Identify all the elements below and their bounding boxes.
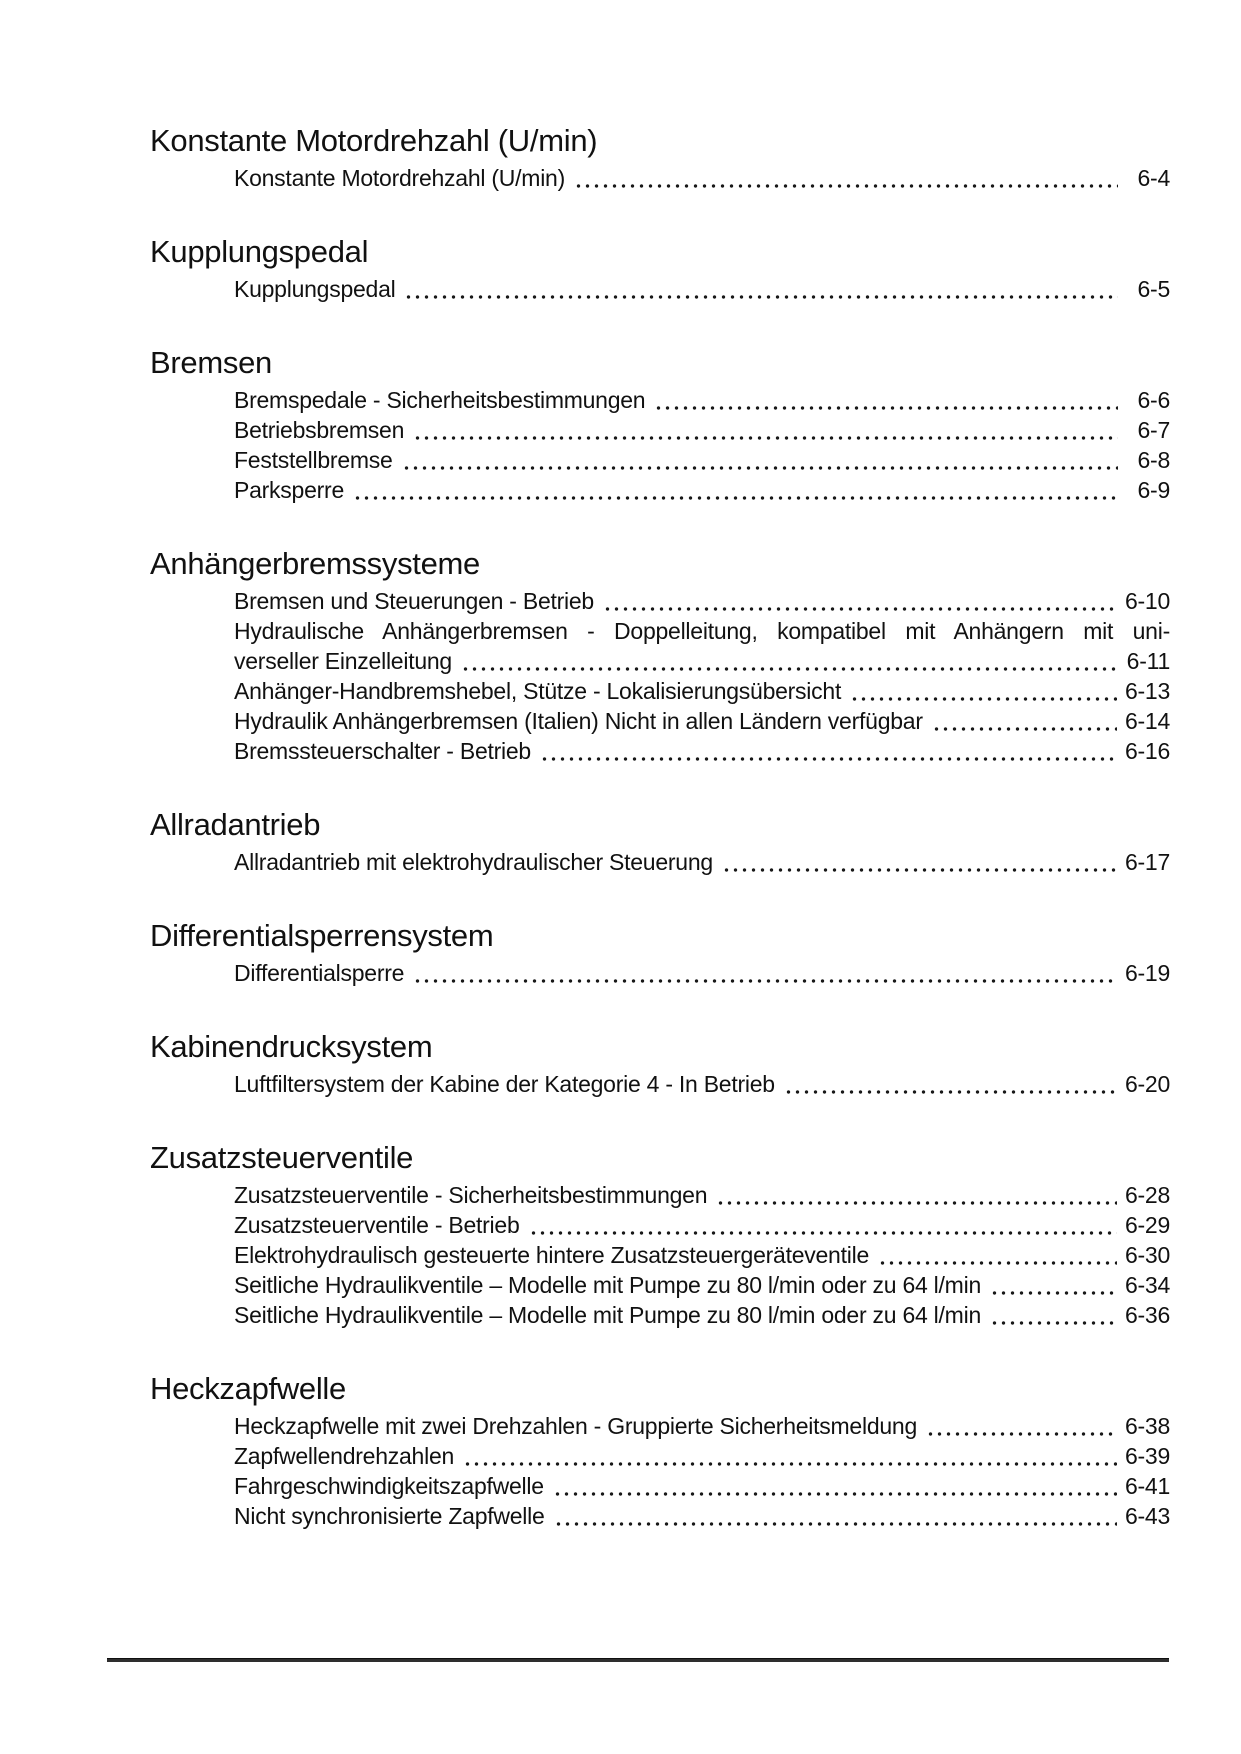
page-number: 6-9 <box>1137 477 1170 503</box>
section-entries <box>150 1411 1170 1531</box>
toc-entry <box>150 1069 1170 1099</box>
toc-entry <box>150 586 1170 616</box>
section-entries <box>150 847 1170 877</box>
toc-entry-label: Elektrohydraulisch gesteuerte hintere Zusatzsteuergeräteventile <box>234 1242 869 1268</box>
toc-entry-label: Allradantrieb mit elektrohydraulischer Steuerung <box>234 849 713 875</box>
dotted-leader <box>784 1090 1117 1094</box>
section-title: Differentialsperrensystem <box>150 918 494 953</box>
page-number: 6-38 <box>1124 1413 1170 1439</box>
toc-entry <box>150 274 1170 304</box>
toc-section <box>150 235 1170 304</box>
toc-section <box>150 346 1170 505</box>
toc-entry-line2 <box>234 646 1170 676</box>
page-number: 6-5 <box>1137 276 1170 302</box>
dotted-leader <box>353 496 1118 500</box>
dotted-leader <box>413 436 1118 440</box>
toc-entry <box>150 1441 1170 1471</box>
toc-entry-label: Zusatzsteuerventile - Sicherheitsbestimmungen <box>234 1182 708 1208</box>
toc-entry-label: Seitliche Hydraulikventile – Modelle mit Pumpe zu 80 l/min oder zu 64 l/min <box>234 1272 981 1298</box>
toc-entry-label-line1: Hydraulische Anhängerbremsen - Doppelleitung, kompatibel mit Anhängern mit uni- <box>234 618 1170 644</box>
toc-entry-label: Luftfiltersystem der Kabine der Kategorie 4 - In Betrieb <box>234 1071 775 1097</box>
page-number: 6-6 <box>1137 387 1170 413</box>
page-number: 6-36 <box>1124 1302 1170 1328</box>
page-number: 6-13 <box>1124 678 1170 704</box>
toc-entry <box>150 706 1170 736</box>
dotted-leader <box>540 757 1117 761</box>
dotted-leader <box>932 727 1117 731</box>
page-number: 6-10 <box>1124 588 1170 614</box>
dotted-leader <box>554 1522 1117 1526</box>
toc-entry-label: Seitliche Hydraulikventile – Modelle mit Pumpe zu 80 l/min oder zu 64 l/min <box>234 1302 981 1328</box>
dotted-leader <box>553 1492 1117 1496</box>
section-title: Kupplungspedal <box>150 234 369 269</box>
toc-entry <box>150 163 1170 193</box>
toc-entry <box>150 1180 1170 1210</box>
section-entries <box>150 1069 1170 1099</box>
toc-entry <box>150 736 1170 766</box>
toc-entry-label: Feststellbremse <box>234 447 393 473</box>
footer-rule <box>107 1658 1169 1662</box>
dotted-leader <box>461 667 1118 671</box>
toc-entry <box>150 1240 1170 1270</box>
toc-entry <box>150 475 1170 505</box>
section-entries <box>150 1180 1170 1330</box>
page-number: 6-14 <box>1124 708 1170 734</box>
toc-entry-label: Bremsen und Steuerungen - Betrieb <box>234 588 594 614</box>
toc-section <box>150 1372 1170 1531</box>
section-entries <box>150 385 1170 505</box>
section-entries <box>150 958 1170 988</box>
dotted-leader <box>529 1231 1117 1235</box>
toc-entry <box>150 676 1170 706</box>
dotted-leader <box>654 406 1118 410</box>
toc-entry-label: Bremssteuerschalter - Betrieb <box>234 738 531 764</box>
dotted-leader <box>603 607 1117 611</box>
section-title: Kabinendrucksystem <box>150 1029 433 1064</box>
toc-entry-label: Konstante Motordrehzahl (U/min) <box>234 165 566 191</box>
toc-entry <box>150 847 1170 877</box>
toc-entry-label: Differentialsperre <box>234 960 405 986</box>
toc-entry-label: Zapfwellendrehzahlen <box>234 1443 455 1469</box>
toc-entry <box>150 958 1170 988</box>
page-number: 6-39 <box>1124 1443 1170 1469</box>
toc-entry <box>150 385 1170 415</box>
toc-entry <box>150 445 1170 475</box>
page-number: 6-8 <box>1137 447 1170 473</box>
page-number: 6-17 <box>1124 849 1170 875</box>
section-title: Konstante Motordrehzahl (U/min) <box>150 123 598 158</box>
toc-entry-label: Bremspedale - Sicherheitsbestimmungen <box>234 387 646 413</box>
toc-entry-label: Parksperre <box>234 477 344 503</box>
dotted-leader <box>402 466 1118 470</box>
toc-entry-label: Anhänger-Handbremshebel, Stütze - Lokalisierungsübersicht <box>234 678 842 704</box>
toc-entry-label: Nicht synchronisierte Zapfwelle <box>234 1503 545 1529</box>
toc-entry-label: Zusatzsteuerventile - Betrieb <box>234 1212 520 1238</box>
page-number: 6-11 <box>1126 648 1170 674</box>
section-title: Allradantrieb <box>150 807 321 842</box>
page-number: 6-28 <box>1124 1182 1170 1208</box>
toc-entry <box>150 1270 1170 1300</box>
toc-entry-wrapped <box>150 616 1170 676</box>
toc-section <box>150 547 1170 766</box>
toc-section <box>150 1141 1170 1330</box>
page-number: 6-41 <box>1124 1473 1170 1499</box>
dotted-leader <box>574 184 1118 188</box>
toc-section <box>150 124 1170 193</box>
dotted-leader <box>722 868 1117 872</box>
toc-entry-label: Fahrgeschwindigkeitszapfwelle <box>234 1473 544 1499</box>
page-number: 6-20 <box>1124 1071 1170 1097</box>
toc-entry <box>150 1300 1170 1330</box>
toc-entry <box>150 1471 1170 1501</box>
dotted-leader <box>404 295 1118 299</box>
toc-section <box>150 808 1170 877</box>
toc-entry <box>150 415 1170 445</box>
toc-entry-label: Heckzapfwelle mit zwei Drehzahlen - Gruppierte Sicherheitsmeldung <box>234 1413 918 1439</box>
toc-entry-label: Kupplungspedal <box>234 276 396 302</box>
dotted-leader <box>413 979 1117 983</box>
section-entries <box>150 274 1170 304</box>
toc-entry-label: Betriebsbremsen <box>234 417 405 443</box>
toc-entry <box>150 1210 1170 1240</box>
toc-entry <box>150 1501 1170 1531</box>
toc-entry-label: Hydraulik Anhängerbremsen (Italien) Nicht in allen Ländern verfügbar <box>234 708 923 734</box>
sections-container <box>150 124 1170 1531</box>
toc-entry <box>150 1411 1170 1441</box>
toc-entry-label-line2: verseller Einzelleitung <box>234 648 452 674</box>
page-number: 6-4 <box>1137 165 1170 191</box>
dotted-leader <box>716 1201 1117 1205</box>
toc-section <box>150 1030 1170 1099</box>
section-entries <box>150 163 1170 193</box>
section-entries <box>150 586 1170 766</box>
toc-section <box>150 919 1170 988</box>
page-number: 6-19 <box>1124 960 1170 986</box>
page-number: 6-30 <box>1124 1242 1170 1268</box>
dotted-leader <box>463 1462 1117 1466</box>
section-title: Heckzapfwelle <box>150 1371 346 1406</box>
page-number: 6-34 <box>1124 1272 1170 1298</box>
toc-content <box>150 124 1170 1531</box>
section-title: Zusatzsteuerventile <box>150 1140 414 1175</box>
page-number: 6-16 <box>1124 738 1170 764</box>
dotted-leader <box>878 1261 1117 1265</box>
dotted-leader <box>990 1291 1117 1295</box>
section-title: Bremsen <box>150 345 272 380</box>
dotted-leader <box>990 1321 1117 1325</box>
dotted-leader <box>850 697 1117 701</box>
section-title: Anhängerbremssysteme <box>150 546 480 581</box>
dotted-leader <box>926 1432 1117 1436</box>
page-number: 6-43 <box>1124 1503 1170 1529</box>
page-number: 6-29 <box>1124 1212 1170 1238</box>
page-number: 6-7 <box>1137 417 1170 443</box>
